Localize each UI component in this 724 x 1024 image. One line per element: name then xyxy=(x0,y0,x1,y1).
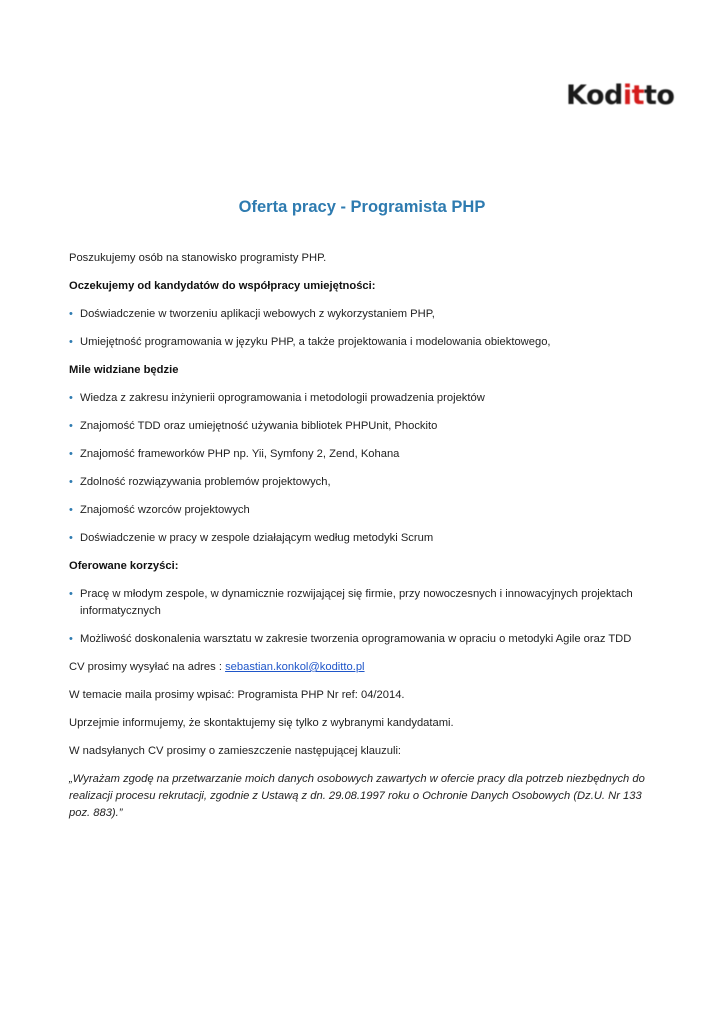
list-item-text: Wiedza z zakresu inżynierii oprogramowania i metodologii prowadzenia projektów xyxy=(80,392,485,404)
intro-text: Poszukujemy osób na stanowisko programisty PHP. xyxy=(69,252,327,264)
bullet-icon: • xyxy=(69,448,73,460)
logo-text-accent: it xyxy=(622,80,644,111)
requirements-heading: Oczekujemy od kandydatów do współpracy umiejętności: xyxy=(69,280,376,292)
list-item xyxy=(69,530,649,547)
list-item xyxy=(69,631,649,648)
bullet-icon: • xyxy=(69,633,73,645)
nice-to-have-heading: Mile widziane będzie xyxy=(69,364,179,376)
page-title: Oferta pracy - Programista PHP xyxy=(238,198,486,216)
logo-text-end: to xyxy=(644,80,675,111)
list-item-text: Pracę w młodym zespole, w dynamicznie rozwijającej się firmie, przy nowoczesnych i innowacyjnych projektach informatycznych xyxy=(80,588,633,617)
cv-instructions xyxy=(69,659,649,676)
bullet-icon: • xyxy=(69,588,73,600)
cv-label: CV prosimy wysyłać na adres : xyxy=(69,661,226,673)
company-logo xyxy=(566,80,674,111)
bullet-icon: • xyxy=(69,504,73,516)
data-consent-clause: „Wyrażam zgodę na przetwarzanie moich danych osobowych zawartych w ofercie pracy dla potrzeb niezbędnych do realizacji procesu rekrutacji, zgodnie z Ustawą z dn. 29.08.1997 roku o Ochronie Danych Osobowych (Dz.U. Nr 133 poz. 883).” xyxy=(69,773,645,819)
list-item xyxy=(69,306,649,323)
bullet-icon: • xyxy=(69,532,73,544)
logo-text-start: Kod xyxy=(566,80,623,111)
list-item xyxy=(69,502,649,519)
list-item xyxy=(69,586,649,620)
email-link[interactable]: sebastian.konkol@koditto.pl xyxy=(225,661,365,673)
list-item-text: Znajomość wzorców projektowych xyxy=(80,504,250,516)
list-item-text: Znajomość TDD oraz umiejętność używania bibliotek PHPUnit, Phockito xyxy=(80,420,438,432)
list-item xyxy=(69,446,649,463)
list-item xyxy=(69,390,649,407)
bullet-icon: • xyxy=(69,308,73,320)
clause-intro: W nadsyłanych CV prosimy o zamieszczenie następującej klauzuli: xyxy=(69,745,402,757)
list-item xyxy=(69,474,649,491)
bullet-icon: • xyxy=(69,336,73,348)
bullet-icon: • xyxy=(69,392,73,404)
list-item-text: Zdolność rozwiązywania problemów projektowych, xyxy=(80,476,331,488)
document-body xyxy=(69,250,649,822)
list-item xyxy=(69,418,649,435)
benefits-heading: Oferowane korzyści: xyxy=(69,560,179,572)
subject-instructions: W temacie maila prosimy wpisać: Programista PHP Nr ref: 04/2014. xyxy=(69,689,405,701)
list-item-text: Możliwość doskonalenia warsztatu w zakresie tworzenia oprogramowania w opraciu o metodyki Agile oraz TDD xyxy=(80,633,632,645)
list-item-text: Znajomość frameworków PHP np. Yii, Symfony 2, Zend, Kohana xyxy=(80,448,400,460)
contact-notice: Uprzejmie informujemy, że skontaktujemy się tylko z wybranymi kandydatami. xyxy=(69,717,454,729)
bullet-icon: • xyxy=(69,420,73,432)
list-item-text: Doświadczenie w pracy w zespole działającym według metodyki Scrum xyxy=(80,532,434,544)
list-item-text: Doświadczenie w tworzeniu aplikacji webowych z wykorzystaniem PHP, xyxy=(80,308,435,320)
list-item xyxy=(69,334,649,351)
bullet-icon: • xyxy=(69,476,73,488)
list-item-text: Umiejętność programowania w języku PHP, a także projektowania i modelowania obiektowego, xyxy=(80,336,551,348)
